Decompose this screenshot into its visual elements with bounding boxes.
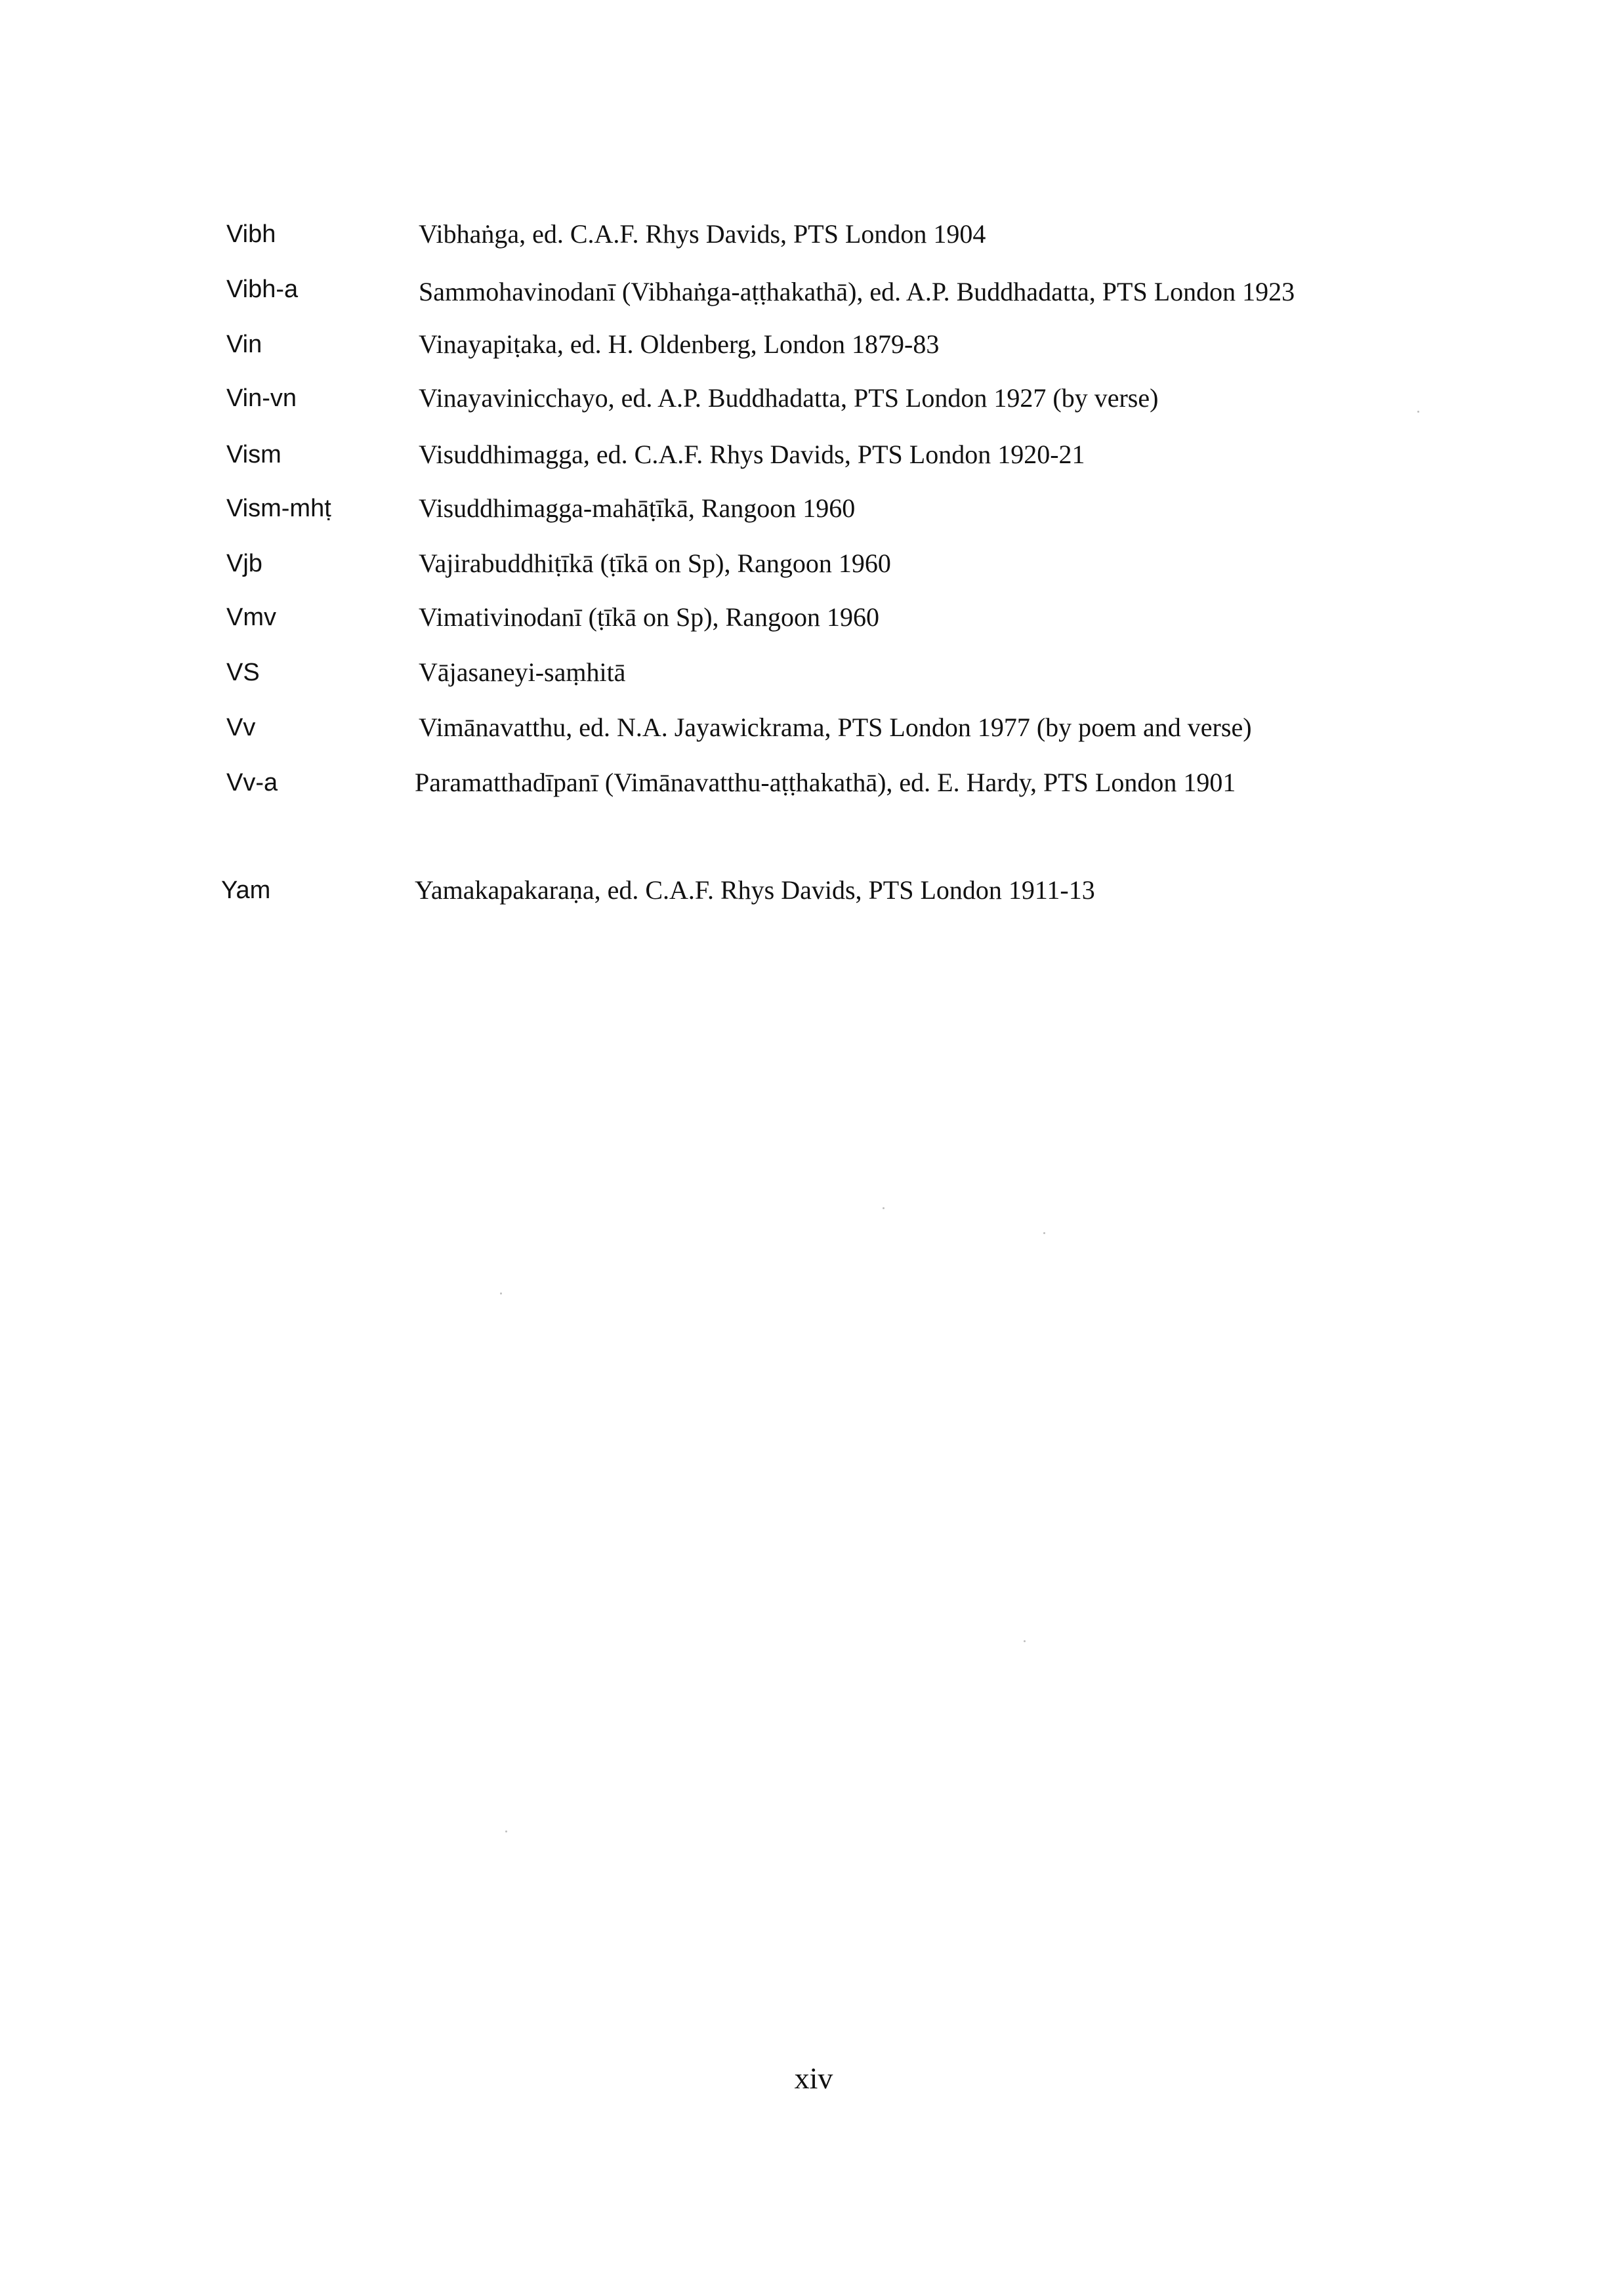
abbreviation: Vism-mhṭ: [226, 495, 331, 522]
abbreviation: Vv-a: [226, 769, 278, 796]
abbreviation: Vv: [226, 714, 256, 741]
scan-speck: [1043, 1232, 1045, 1234]
abbreviation-entry-vjb: [0, 547, 1624, 593]
scan-speck: [1417, 411, 1419, 413]
abbreviation: Vism: [226, 441, 281, 468]
abbreviation-description: Visuddhimagga-mahāṭīkā, Rangoon 1960: [419, 493, 856, 523]
abbreviation-entry-vmv: [0, 601, 1624, 647]
scan-speck: [1024, 1640, 1026, 1642]
abbreviation-entry-vism: [0, 438, 1624, 484]
abbreviation-entry-vin-vn: [0, 382, 1624, 428]
abbreviation-description: Visuddhimagga, ed. C.A.F. Rhys Davids, PTS London 1920-21: [419, 440, 1085, 469]
abbreviation: Vibh-a: [226, 276, 299, 303]
abbreviation-description: Yamakapakaraṇa, ed. C.A.F. Rhys Davids, PTS London 1911-13: [415, 875, 1095, 905]
abbreviation-entry-vs: [0, 656, 1624, 702]
abbreviation: Vjb: [226, 550, 262, 577]
abbreviation-entry-vibh: [0, 218, 1624, 264]
abbreviation-description: Vibhaṅga, ed. C.A.F. Rhys Davids, PTS London 1904: [419, 219, 986, 249]
abbreviation-description: Sammohavinodanī (Vibhaṅga-aṭṭhakathā), ed. A.P. Buddhadatta, PTS London 1923: [419, 277, 1295, 306]
abbreviation-entry-yam: [0, 874, 1624, 920]
page-number: xiv: [794, 2061, 833, 2095]
abbreviation: Vin: [226, 331, 262, 358]
abbreviation: VS: [226, 659, 260, 686]
scan-speck: [505, 1830, 507, 1832]
abbreviation-description: Vājasaneyi-saṃhitā: [419, 657, 626, 687]
abbreviation: Vibh: [226, 220, 276, 248]
scan-speck: [883, 1207, 885, 1209]
scan-speck: [500, 1292, 502, 1294]
abbreviation-entry-vv: [0, 711, 1624, 757]
abbreviation-description: Vimativinodanī (ṭīkā on Sp), Rangoon 1960: [419, 602, 879, 632]
abbreviation: Vmv: [226, 604, 276, 631]
abbreviation-entry-vv-a: [0, 766, 1624, 812]
abbreviation-description: Vimānavatthu, ed. N.A. Jayawickrama, PTS London 1977 (by poem and verse): [419, 713, 1252, 742]
abbreviation-entry-vin: [0, 328, 1624, 374]
abbreviation: Vin-vn: [226, 384, 297, 412]
abbreviation-description: Vajirabuddhiṭīkā (ṭīkā on Sp), Rangoon 1960: [419, 548, 891, 578]
abbreviation-entry-vibh-a: [0, 273, 1624, 319]
abbreviation-description: Paramatthadīpanī (Vimānavatthu-aṭṭhakathā), ed. E. Hardy, PTS London 1901: [415, 768, 1236, 797]
abbreviation-description: Vinayapiṭaka, ed. H. Oldenberg, London 1879-83: [419, 329, 940, 359]
abbreviation: Yam: [221, 877, 271, 904]
abbreviation-entry-vism-mht: [0, 492, 1624, 538]
abbreviation-description: Vinayavinicchayo, ed. A.P. Buddhadatta, PTS London 1927 (by verse): [419, 383, 1159, 413]
